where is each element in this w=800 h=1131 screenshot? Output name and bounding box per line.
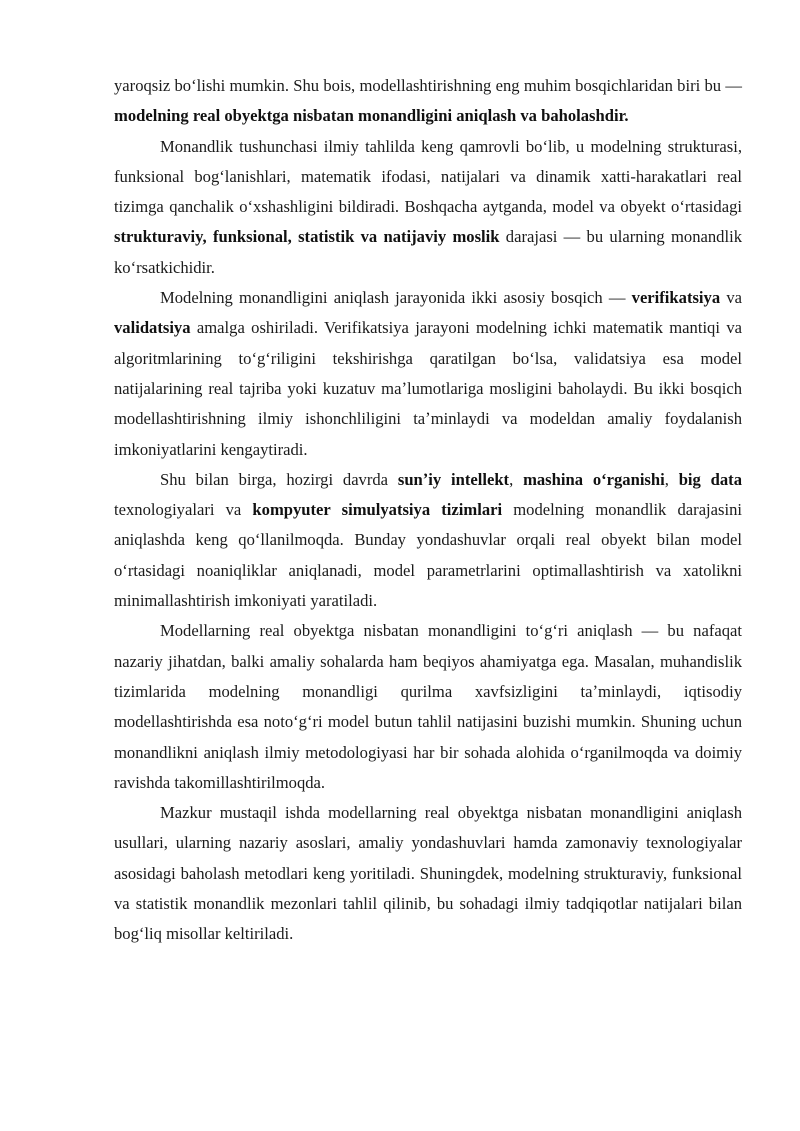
text-run: Modellarning real obyektga nisbatan monandligini toʻgʻri aniqlash — bu nafaqat nazariy jihatdan, balki amaliy sohalarda ham beqiyos ahamiyatga ega. Masalan, muhandislik tizimlarida modelning monandligi qurilma xavfsizligini taʼminlaydi, iqtisodiy modellashtirishda esa notoʻgʻri model butun tahlil natijasini buzishi mumkin. Shuning uchun monandlikni aniqlash ilmiy metodologiyasi har bir sohada alohida oʻrganilmoqda va doimiy ravishda takomillashtirilmoqda. (114, 621, 742, 792)
text-run: amalga oshiriladi. Verifikatsiya jarayoni modelning ichki matematik mantiqi va algoritmlarining toʻgʻriligini tekshirishga qaratilgan boʻlsa, validatsiya esa model natijalarining real tajriba yoki kuzatuv maʼlumotlariga mosligini baholaydi. Bu ikki bosqich modellashtirishning ilmiy ishonchliligini taʼminlaydi va modeldan amaliy foydalanish imkoniyatlarini kengaytiradi. (114, 318, 742, 459)
paragraph (114, 283, 742, 465)
text-run: , (664, 469, 679, 489)
text-run: darajasi — bu ularning monandlik koʻrsatkichidir. (114, 227, 742, 277)
text-run: Modelning monandligini aniqlash jarayonida ikki asosiy bosqich — (160, 288, 632, 308)
bold-term: kompyuter simulyatsiya tizimlari (252, 500, 503, 520)
text-run: modelning monandlik darajasini aniqlashda keng qoʻllanilmoqda. Bunday yondashuvlar orqali real obyekt bilan model oʻrtasidagi noaniqliklar aniqlanadi, model parametrlarini optimallashtirish va xatolikni minimallashtirish imkoniyati yaratiladi. (114, 500, 743, 611)
paragraph (114, 798, 742, 949)
bold-term: mashina oʻrganishi (523, 469, 665, 489)
bold-term: sunʼiy intellekt (397, 469, 510, 489)
paragraph (114, 616, 742, 798)
bold-term: verifikatsiya (631, 288, 721, 308)
paragraph (114, 71, 742, 132)
bold-term: big data (678, 469, 742, 489)
text-run: va (720, 288, 742, 308)
paragraph (114, 132, 742, 283)
text-run: Mazkur mustaqil ishda modellarning real obyektga nisbatan monandligini aniqlash usullari, ularning nazariy asoslari, amaliy yondashuvlari hamda zamonaviy texnologiyalar asosidagi baholash metodlari keng yoritiladi. Shuningdek, modelning strukturaviy, funksional va statistik monandlik mezonlari tahlil qilinib, bu sohadagi ilmiy tadqiqotlar natijalari bilan bogʻliq misollar keltiriladi. (114, 803, 742, 944)
text-run: Shu bilan birga, hozirgi davrda (160, 469, 398, 489)
bold-term: modelning real obyektga nisbatan monandligini aniqlash va baholashdir. (114, 106, 629, 126)
paragraph (114, 465, 742, 616)
document-body (114, 71, 742, 950)
bold-term: validatsiya (114, 318, 191, 338)
text-run: yaroqsiz boʻlishi mumkin. Shu bois, modellashtirishning eng muhim bosqichlaridan biri bu — (114, 76, 742, 95)
text-run: texnologiyalari va (114, 500, 253, 520)
text-run: , (509, 469, 524, 489)
bold-term: strukturaviy, funksional, statistik va natijaviy moslik (114, 227, 500, 247)
text-run: Monandlik tushunchasi ilmiy tahlilda keng qamrovli boʻlib, u modelning strukturasi, funksional bogʻlanishlari, matematik ifodasi, natijalari va dinamik xatti-harakatlari real tizimga qanchalik oʻxshashligini bildiradi. Boshqacha aytganda, model va obyekt oʻrtasidagi (114, 136, 742, 217)
